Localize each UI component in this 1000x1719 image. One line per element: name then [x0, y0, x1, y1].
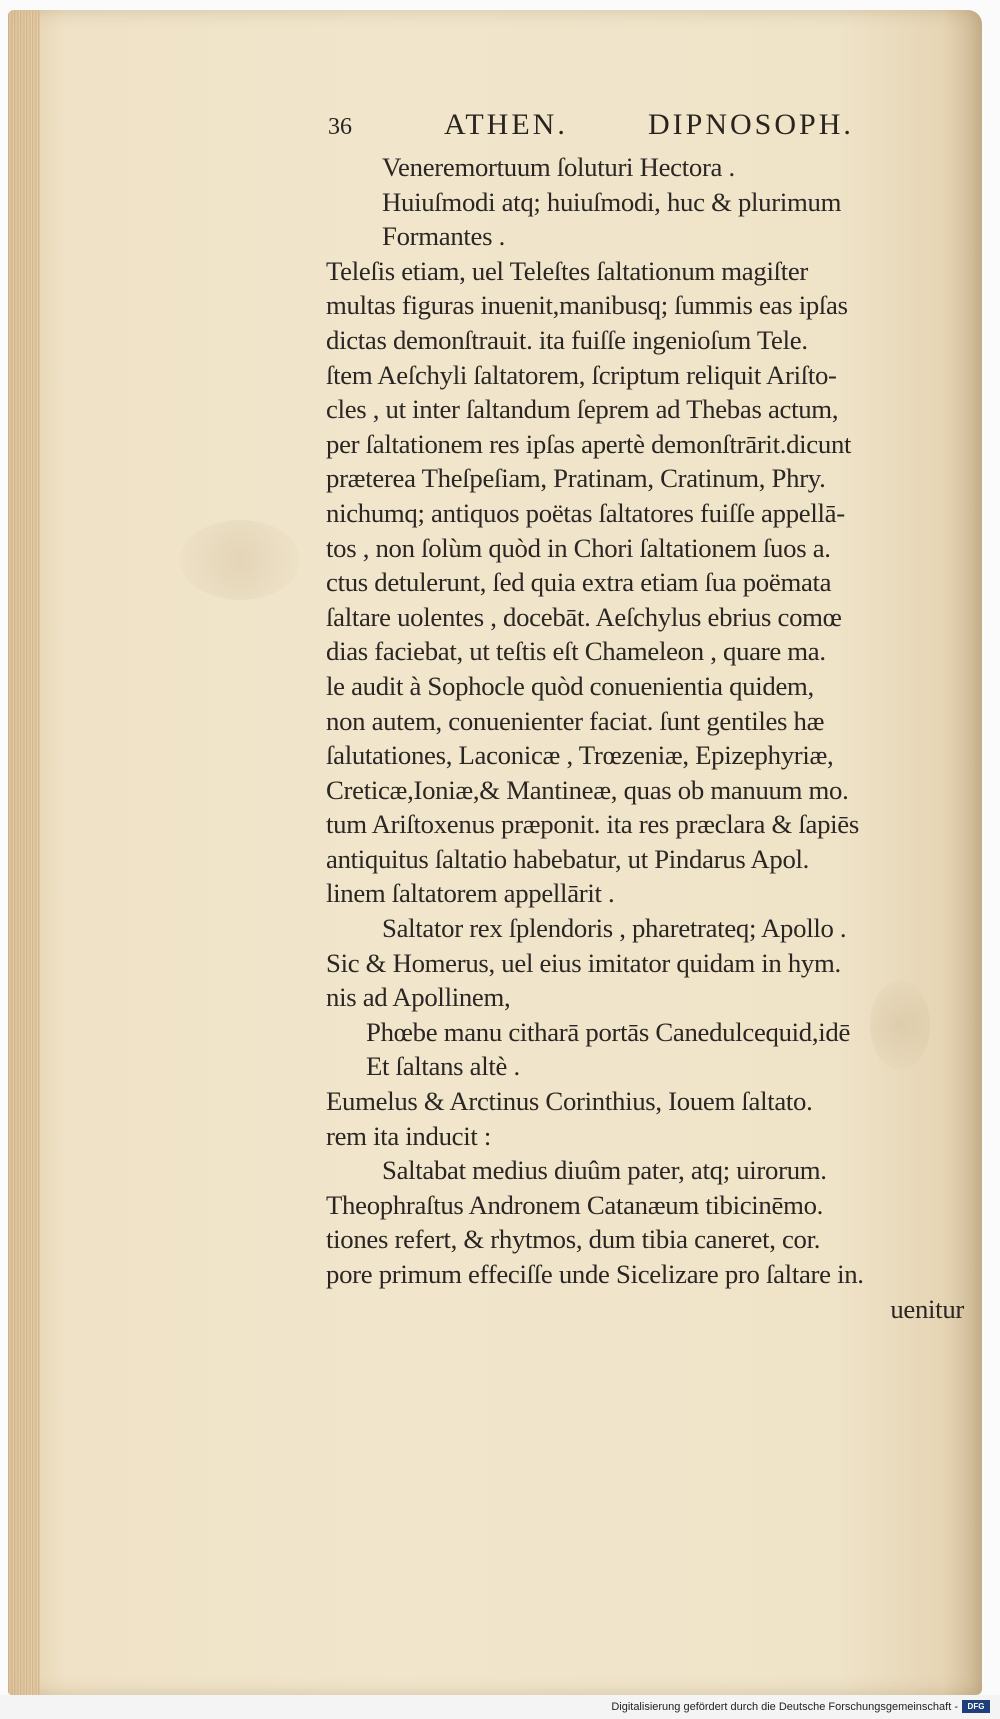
dfg-logo: DFG	[962, 1700, 990, 1713]
text-line: dias faciebat, ut teſtis eſt Chameleon , quare ma.	[326, 636, 826, 667]
text-line: le audit à Sophocle quòd conuenientia quidem,	[326, 670, 814, 701]
text-line: Phœbe manu citharā portās Canedulcequid,idē	[366, 1016, 851, 1047]
text-line: Formantes .	[382, 221, 506, 252]
text-line: linem ſaltatorem appellārit .	[326, 878, 615, 909]
text-line: Saltator rex ſplendoris , pharetrateq; Apollo .	[382, 913, 847, 944]
text-line: nis ad Apollinem,	[326, 982, 511, 1013]
text-line: non autem, conuenienter faciat. ſunt gentiles hæ	[326, 705, 825, 736]
text-line: ſaltare uolentes , docebāt. Aeſchylus ebrius comœ	[326, 601, 842, 632]
text-line: pore primum effeciſſe unde Sicelizare pro ſaltare in.	[326, 1259, 864, 1289]
text-line: Sic & Homerus, uel eius imitator quidam in hym.	[326, 947, 841, 978]
running-head-left: ATHEN.	[444, 108, 568, 141]
text-line: Veneremortuum ſoluturi Hectora .	[382, 152, 735, 182]
running-head	[328, 108, 888, 152]
text-line: cles , ut inter ſaltandum ſeprem ad Thebas actum,	[326, 394, 839, 425]
text-line: tos , non ſolùm quòd in Chori ſaltationem ſuos a.	[326, 532, 831, 563]
text-line: antiquitus ſaltatio habebatur, ut Pindarus Apol.	[326, 843, 810, 874]
text-line: nichumq; antiquos poëtas ſaltatores fuiſſe appellā-	[326, 497, 845, 528]
text-line: dictas demonſtrauit. ita fuiſſe ingenioſum Tele.	[326, 324, 808, 355]
text-line: Theophraſtus Andronem Catanæum tibicinēmo.	[326, 1189, 824, 1220]
text-line: Saltabat medius diuûm pater, atq; uirorum.	[382, 1155, 827, 1186]
main-text	[326, 150, 972, 1326]
text-line: multas figuras inuenit,manibusq; ſummis eas ipſas	[326, 290, 848, 321]
text-line: Et ſaltans altè .	[366, 1051, 520, 1082]
text-line: tum Ariſtoxenus præponit. ita res præclara & ſapiēs	[326, 809, 859, 840]
text-line: Teleſis etiam, uel Teleſtes ſaltationum magiſter	[326, 255, 809, 286]
text-line: uenitur	[890, 1293, 964, 1324]
text-line: ſalutationes, Laconicæ , Trœzeniæ, Epizephyriæ,	[326, 740, 834, 771]
text-line: per ſaltationem res ipſas apertè demonſtrārit.dicunt	[326, 428, 852, 459]
digitization-credit	[611, 1700, 990, 1713]
text-line: rem ita inducit :	[326, 1120, 492, 1151]
text-line: Eumelus & Arctinus Corinthius, Iouem ſaltato.	[326, 1086, 813, 1117]
text-line: præterea Theſpeſiam, Pratinam, Cratinum, Phry.	[326, 463, 826, 494]
credit-text: Digitalisierung gefördert durch die Deutsche Forschungsgemeinschaft -	[611, 1700, 958, 1713]
text-line: ſtem Aeſchyli ſaltatorem, ſcriptum reliquit Ariſto-	[326, 359, 837, 390]
running-head-right: DIPNOSOPH.	[648, 108, 854, 141]
page-edge	[8, 10, 40, 1695]
paper-stain	[180, 520, 300, 600]
page-number: 36	[328, 114, 352, 140]
text-line: ctus detulerunt, ſed quia extra etiam ſua poëmata	[326, 567, 832, 598]
text-line: Creticæ,Ioniæ,& Mantineæ, quas ob manuum mo.	[326, 774, 849, 805]
text-line: tiones refert, & rhytmos, dum tibia caneret, cor.	[326, 1224, 821, 1255]
text-line: Huiuſmodi atq; huiuſmodi, huc & plurimum	[382, 186, 842, 217]
